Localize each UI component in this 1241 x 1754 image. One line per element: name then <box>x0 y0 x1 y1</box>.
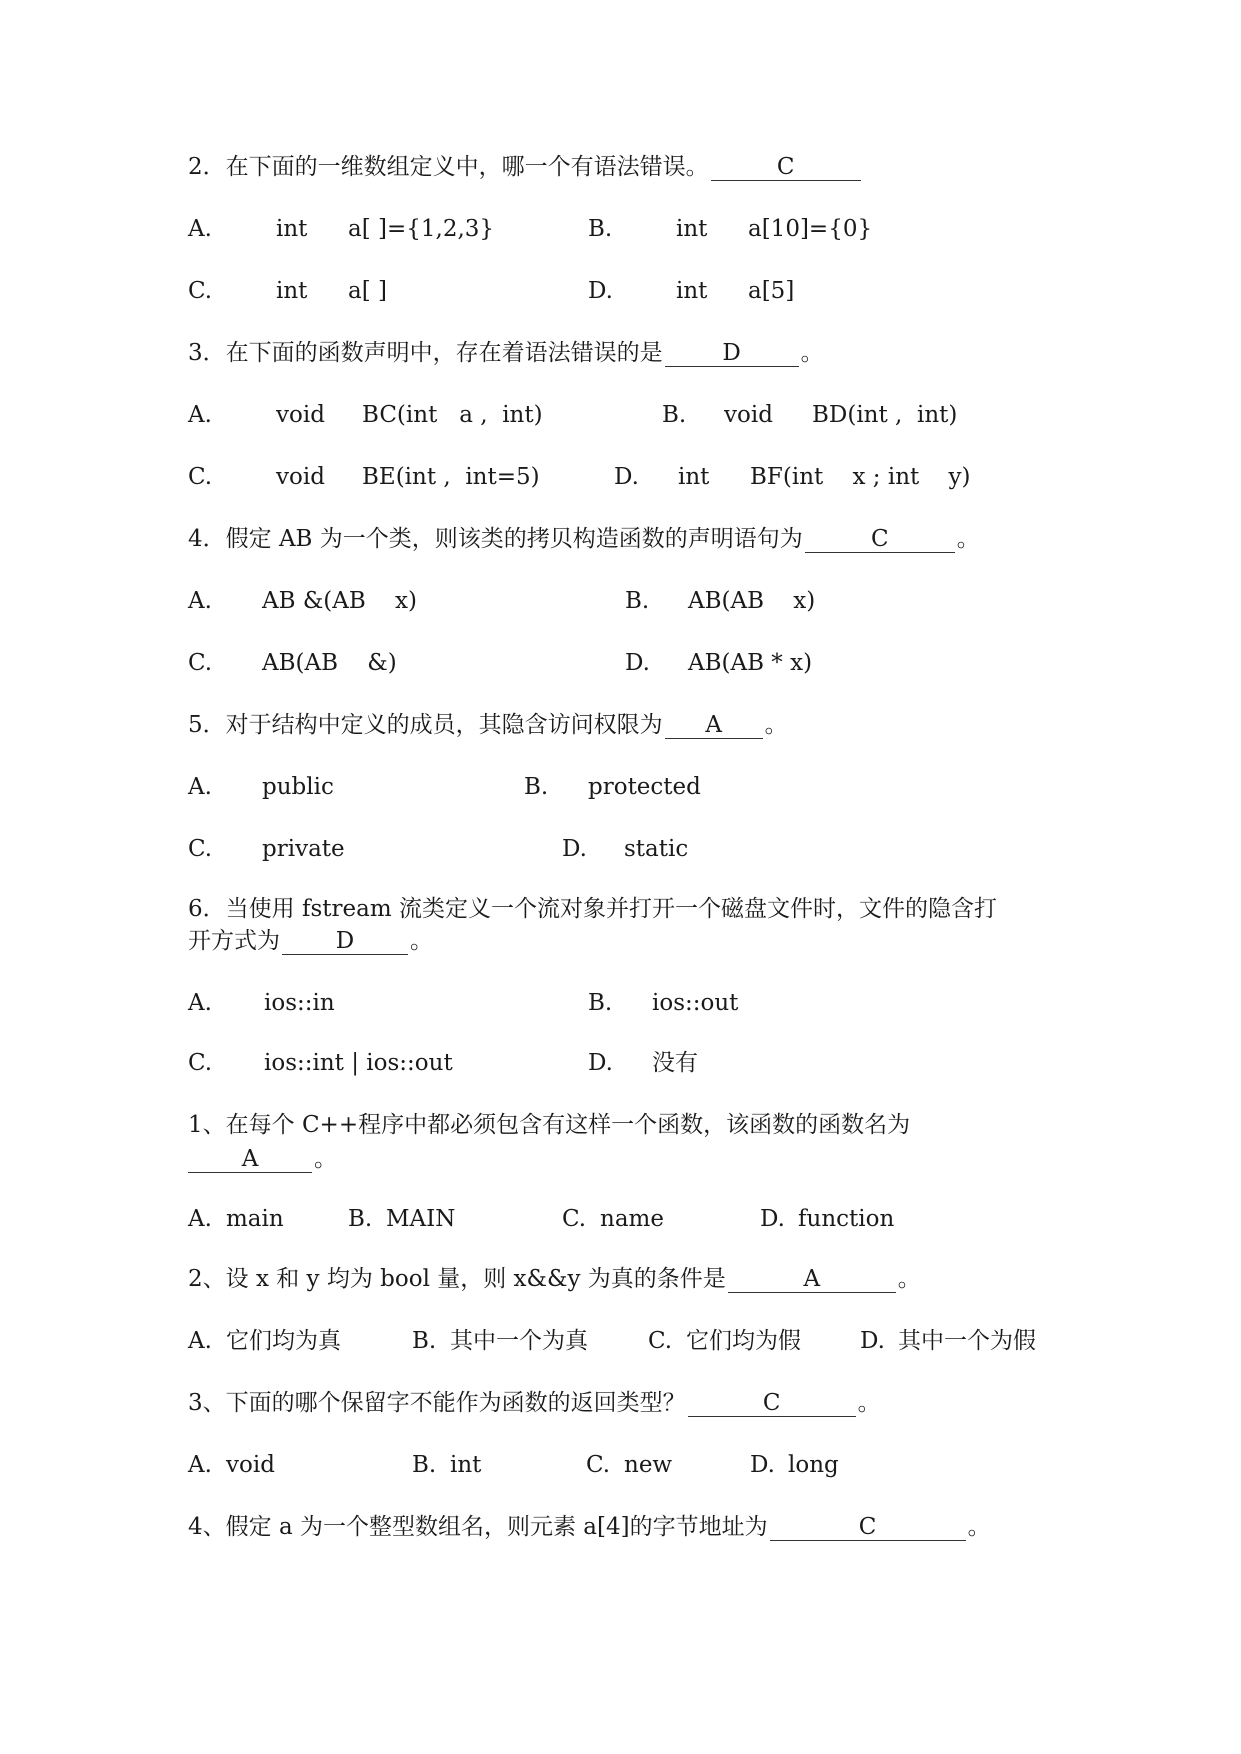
answer-blank: D <box>282 928 408 955</box>
answer-blank: A <box>188 1146 312 1173</box>
answer-blank: C <box>770 1514 966 1541</box>
option-label: B. <box>412 1328 437 1354</box>
answer-blank: A <box>728 1266 896 1293</box>
option-text: 它们均为假 <box>686 1328 801 1354</box>
option-text: int <box>676 278 708 304</box>
option-label: D. <box>614 464 639 490</box>
option-text: MAIN <box>386 1206 456 1232</box>
option-label: D. <box>860 1328 885 1354</box>
option-text: void <box>226 1452 275 1478</box>
answer-blank: A <box>665 712 763 739</box>
question-b2-stem: 2、设 x 和 y 均为 bool 量，则 x&&y 为真的条件是 A 。 <box>188 1266 921 1292</box>
option-text: int <box>678 464 710 490</box>
option-text: void <box>276 402 325 428</box>
option-text: AB(AB * x) <box>688 650 813 676</box>
option-text: BF(int x ; int y) <box>750 464 971 490</box>
question-b3-stem: 3、下面的哪个保留字不能作为函数的返回类型？ C 。 <box>188 1390 881 1416</box>
option-text: a[10]={0} <box>748 216 873 242</box>
option-label: D. <box>750 1452 775 1478</box>
option-text: 它们均为真 <box>226 1328 341 1354</box>
option-label: B. <box>625 588 650 614</box>
option-label: C. <box>586 1452 611 1478</box>
option-text: ios::int | ios::out <box>264 1050 453 1076</box>
answer-blank: C <box>688 1390 856 1417</box>
option-label: C. <box>648 1328 673 1354</box>
option-text: void <box>724 402 773 428</box>
option-text: int <box>276 216 308 242</box>
option-text: public <box>262 774 334 800</box>
option-text: ios::in <box>264 990 335 1016</box>
option-label: A. <box>188 402 212 428</box>
answer-blank: D <box>665 340 799 367</box>
option-text: 其中一个为假 <box>898 1328 1036 1354</box>
option-label: D. <box>588 278 613 304</box>
option-label: C. <box>562 1206 587 1232</box>
answer-blank: C <box>805 526 955 553</box>
option-label: B. <box>588 990 613 1016</box>
option-label: B. <box>662 402 687 428</box>
option-text: function <box>798 1206 895 1232</box>
option-label: A. <box>188 588 212 614</box>
option-label: A. <box>188 1452 212 1478</box>
option-text: a[ ] <box>348 278 387 304</box>
option-label: C. <box>188 650 213 676</box>
option-text: name <box>600 1206 664 1232</box>
option-label: A. <box>188 1206 212 1232</box>
option-label: A. <box>188 774 212 800</box>
option-label: B. <box>412 1452 437 1478</box>
option-text: new <box>624 1452 673 1478</box>
option-label: D. <box>562 836 587 862</box>
question-4-stem: 4．假定 AB 为一个类，则该类的拷贝构造函数的声明语句为 C 。 <box>188 526 980 552</box>
option-text: 其中一个为真 <box>450 1328 588 1354</box>
option-text: BD(int , int) <box>812 402 958 428</box>
option-label: A. <box>188 216 212 242</box>
option-text: int <box>676 216 708 242</box>
option-text: int <box>450 1452 482 1478</box>
option-text: long <box>788 1452 839 1478</box>
option-label: B. <box>348 1206 373 1232</box>
option-label: D. <box>588 1050 613 1076</box>
option-text: private <box>262 836 345 862</box>
option-text: BE(int , int=5) <box>362 464 540 490</box>
option-label: C. <box>188 1050 213 1076</box>
question-2-stem: 2．在下面的一维数组定义中，哪一个有语法错误。 C <box>188 152 863 182</box>
question-b4-stem: 4、假定 a 为一个整型数组名，则元素 a[4]的字节地址为 C 。 <box>188 1514 991 1540</box>
option-text: AB &(AB x) <box>262 588 417 614</box>
option-label: D. <box>625 650 650 676</box>
option-text: static <box>624 836 689 862</box>
question-6-stem: 6．当使用 fstream 流类定义一个流对象并打开一个磁盘文件时，文件的隐含打 <box>188 896 997 922</box>
option-label: B. <box>524 774 549 800</box>
option-label: C. <box>188 278 213 304</box>
option-text: protected <box>588 774 701 800</box>
option-text: main <box>226 1206 284 1232</box>
question-b1-stem-cont: A 。 <box>188 1144 337 1174</box>
option-text: 没有 <box>652 1050 698 1076</box>
option-text: BC(int a , int) <box>362 402 543 428</box>
option-text: int <box>276 278 308 304</box>
question-3-stem: 3．在下面的函数声明中，存在着语法错误的是 D 。 <box>188 340 824 366</box>
option-text: AB(AB &) <box>262 650 397 676</box>
option-text: ios::out <box>652 990 739 1016</box>
option-text: AB(AB x) <box>688 588 816 614</box>
question-b1-stem: 1、在每个 C++程序中都必须包含有这样一个函数，该函数的函数名为 <box>188 1112 911 1138</box>
option-label: C. <box>188 464 213 490</box>
option-label: C. <box>188 836 213 862</box>
answer-blank: C <box>711 154 861 181</box>
option-text: a[5] <box>748 278 795 304</box>
question-6-stem-cont: 开方式为 D 。 <box>188 928 433 954</box>
option-label: D. <box>760 1206 785 1232</box>
question-5-stem: 5．对于结构中定义的成员，其隐含访问权限为 A 。 <box>188 712 788 738</box>
option-label: A. <box>188 990 212 1016</box>
option-label: A. <box>188 1328 212 1354</box>
option-text: a[ ]={1,2,3} <box>348 216 495 242</box>
option-label: B. <box>588 216 613 242</box>
option-text: void <box>276 464 325 490</box>
